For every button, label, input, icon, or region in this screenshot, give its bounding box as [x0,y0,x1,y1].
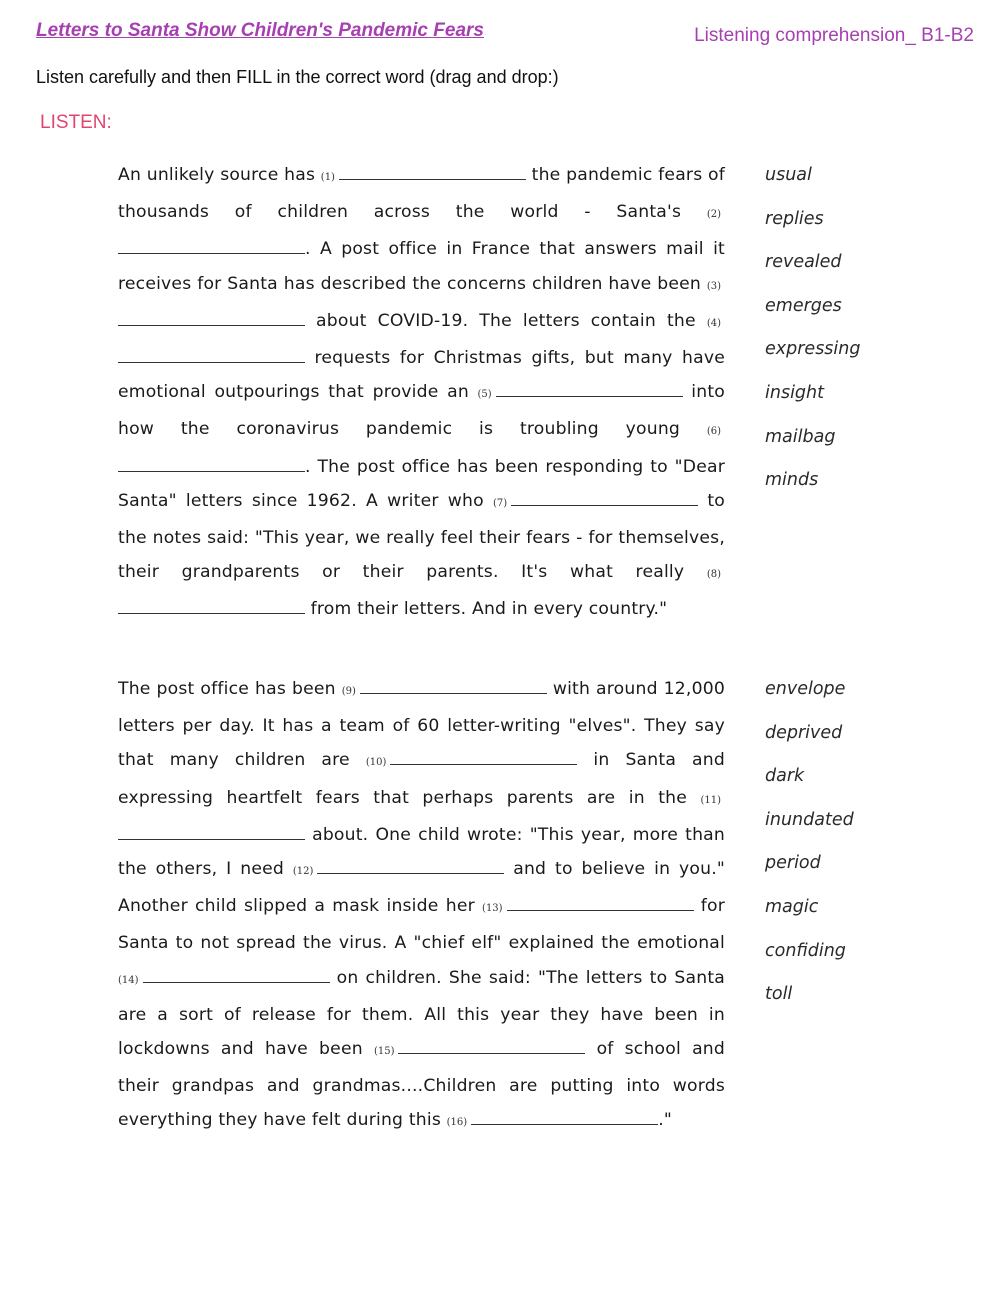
instructions-text: Listen carefully and then FILL in the correct word (drag and drop:) [36,67,559,87]
gap-number: (5) [477,389,492,401]
gap-number: (15) [373,1046,395,1058]
draggable-word[interactable]: mailbag [765,426,836,447]
gap-number: (10) [365,757,387,769]
draggable-word[interactable]: minds [765,470,819,491]
gap-number: (4) [706,317,721,329]
passage-text: and to believe in you." Another child slipped a mask inside her [118,859,725,917]
passage-text: An unlikely source has [118,165,321,185]
passage-text: ." [658,1110,672,1131]
draggable-word[interactable]: envelope [765,679,846,699]
gap-number: (6) [706,426,721,438]
gap-number: (7) [493,497,508,509]
drop-zone-2[interactable] [118,239,305,254]
gap-number: (16) [446,1117,468,1129]
passage-text: for Santa to not spread the virus. A "chief elf" explained the emotional [118,896,725,954]
gap-number: (8) [706,569,721,581]
passage-text: the pandemic fears of thousands of children across the world - Santa's [118,165,725,223]
passage-text: with around 12,000 letters per day. It has a team of 60 letter-writing "elves". They say that many children are [118,679,726,771]
drop-zone-9[interactable] [360,679,547,694]
passage-text: about COVID-19. The letters contain the [305,310,707,331]
drop-zone-5[interactable] [496,382,683,397]
draggable-word[interactable]: inundated [765,809,854,830]
draggable-word[interactable]: period [765,853,821,874]
draggable-word[interactable]: usual [765,165,812,185]
gap-number: (3) [706,280,721,292]
draggable-word[interactable]: revealed [765,252,842,273]
passage-text: The post office has been [118,679,342,699]
draggable-word[interactable]: confiding [765,940,846,961]
drop-zone-6[interactable] [118,457,305,472]
draggable-word[interactable]: toll [765,984,793,1005]
draggable-word[interactable]: expressing [765,339,861,360]
drop-zone-4[interactable] [118,348,305,363]
draggable-word[interactable]: magic [765,896,819,917]
gap-number: (12) [292,866,314,878]
passage-text: requests for Christmas gifts, but many have emotional outpourings that provide an [118,348,725,403]
passage-part-2 [118,672,725,1141]
passage-text: on children. She said: "The letters to Santa are a sort of release for them. All this year they have been in lockdowns and have been [118,967,725,1060]
drop-zone-16[interactable] [471,1110,658,1125]
drop-zone-3[interactable] [118,311,305,326]
passage-text: . The post office has been responding to "Dear Santa" letters since 1962. A writer who [118,456,725,511]
drop-zone-10[interactable] [390,750,577,765]
word-bank-2 [765,674,854,1023]
drop-zone-12[interactable] [317,859,504,874]
drop-zone-14[interactable] [143,968,330,983]
passage-text: into how the coronavirus pandemic is troubling young [118,382,726,440]
drop-zone-8[interactable] [118,599,305,614]
worksheet-title: Letters to Santa Show Children's Pandemic Fears [36,20,484,41]
passage-part-1 [118,158,725,627]
listen-audio-button[interactable]: LISTEN: [40,112,112,133]
draggable-word[interactable]: emerges [765,295,842,316]
gap-number: (1) [320,172,335,183]
passage-text: in Santa and expressing heartfelt fears that perhaps parents are in the [118,750,725,808]
passage-text: . A post office in France that answers mail it receives for Santa has described the concerns children have been [118,239,725,294]
draggable-word[interactable]: insight [765,382,824,403]
drop-zone-11[interactable] [118,825,305,840]
gap-number: (13) [482,903,503,915]
passage-text: from their letters. And in every country." [305,599,668,620]
gap-number: (14) [118,974,139,986]
level-label: Listening comprehension_ B1-B2 [694,25,974,46]
passage-text: of school and their grandpas and grandmas....Children are putting into words everything they have felt during this [118,1039,726,1131]
draggable-word[interactable]: replies [765,208,824,229]
drop-zone-13[interactable] [507,896,694,911]
gap-number: (11) [700,794,721,806]
drop-zone-15[interactable] [398,1039,585,1054]
passage-text: about. One child wrote: "This year, more than the others, I need [118,824,725,880]
drop-zone-1[interactable] [339,165,526,180]
word-bank-1 [765,160,861,509]
draggable-word[interactable]: dark [765,766,805,787]
gap-number: (2) [706,209,721,221]
passage-text: to the notes said: "This year, we really feel their fears - for themselves, their grandparents or their parents. It's what really [118,490,725,583]
drop-zone-7[interactable] [511,491,698,506]
gap-number: (9) [341,686,356,697]
draggable-word[interactable]: deprived [765,722,843,743]
